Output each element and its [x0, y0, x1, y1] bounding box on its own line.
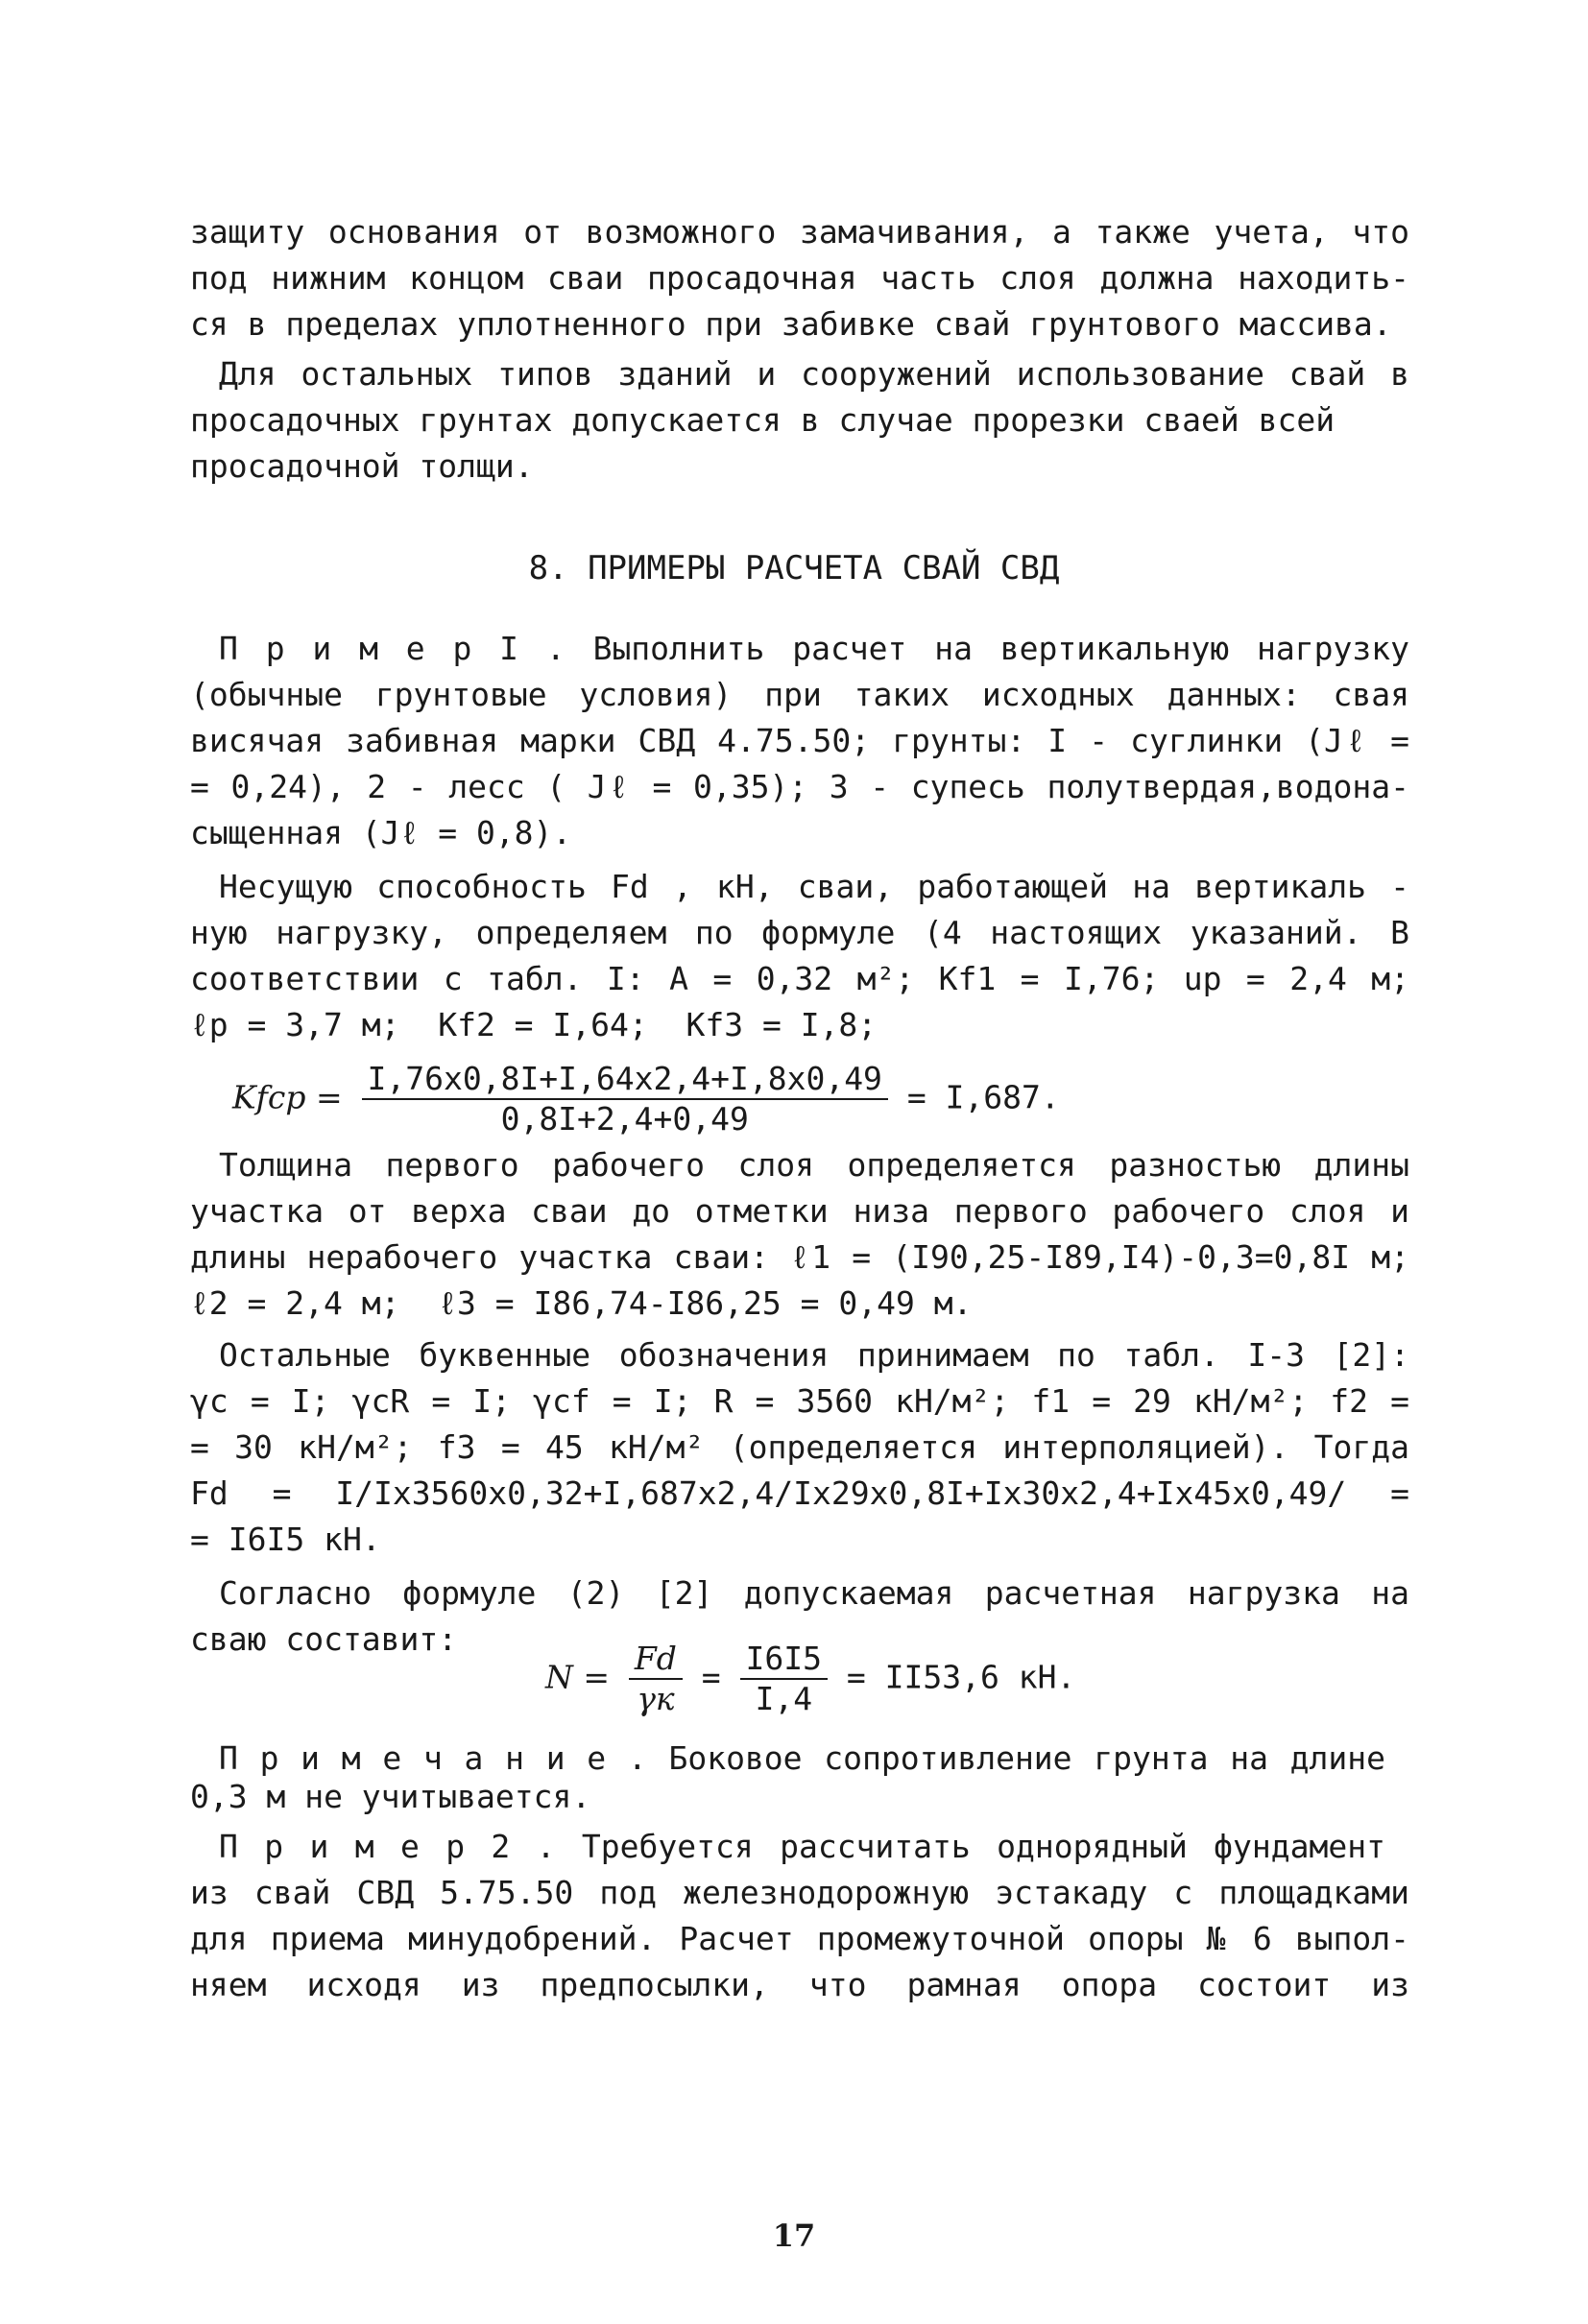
text-line: сыщенная (Jℓ = 0,8). — [190, 814, 572, 851]
formula-equals: = — [701, 1658, 721, 1696]
fraction-numerator: I,76x0,8I+I,64x2,4+I,8x0,49 — [362, 1060, 888, 1100]
text-line: ℓp = 3,7 м; Kf2 = I,64; Kf3 = I,8; — [190, 1006, 878, 1043]
text-line: Для остальных типов зданий и сооружений использование свай в — [219, 355, 1409, 393]
fraction — [740, 1640, 828, 1718]
text-line: Fd = I/Ix3560x0,32+I,687x2,4/Ix29x0,8I+Ix30x2,4+Ix45x0,49/ = — [190, 1474, 1409, 1512]
text-line: ся в пределах уплотненного при забивке свай грунтового массива. — [190, 305, 1392, 343]
text-line: = 30 кН/м²; f3 = 45 кН/м² (определяется интерполяцией). Тогда — [190, 1428, 1409, 1466]
text-line: участка от верха сваи до отметки низа первого рабочего слоя и — [190, 1192, 1409, 1230]
text-line: Толщина первого рабочего слоя определяется разностью длины — [219, 1146, 1409, 1184]
formula-lhs: N = — [545, 1658, 611, 1696]
formula-result: = II53,6 кН. — [846, 1658, 1076, 1696]
fraction — [362, 1060, 888, 1138]
text-line: длины нерабочего участка сваи: ℓ1 = (I90,25-I89,I4)-0,3=0,8I м; — [190, 1238, 1409, 1276]
text-line: П р и м е р 2 . Требуется рассчитать однорядный фундамент — [219, 1828, 1385, 1865]
section-heading: 8. ПРИМЕРЫ РАСЧЕТА СВАЙ СВД — [528, 549, 1060, 587]
text-line: γc = I; γcR = I; γcf = I; R = 3560 кН/м²; f1 = 29 кН/м²; f2 = — [190, 1382, 1409, 1420]
text-line: соответствии с табл. I: A = 0,32 м²; Kf1 = I,76; up = 2,4 м; — [190, 960, 1409, 997]
text-line: висячая забивная марки СВД 4.75.50; грунты: I - суглинки (Jℓ = — [190, 722, 1409, 759]
text-line: = 0,24), 2 - лесс ( Jℓ = 0,35); 3 - супесь полутвердая,водона- — [190, 768, 1409, 805]
text-line: няем исходя из предпосылки, что рамная опора состоит из — [190, 1966, 1409, 2003]
fraction-numerator: I6I5 — [740, 1640, 828, 1680]
fraction — [629, 1640, 683, 1718]
formula-n — [545, 1640, 1075, 1718]
text-line: 0,3 м не учитывается. — [190, 1778, 591, 1815]
text-line: защиту основания от возможного замачивания, а также учета, что — [190, 213, 1409, 251]
text-line: Остальные буквенные обозначения принимаем по табл. I-3 [2]: — [219, 1336, 1409, 1374]
formula-lhs: Kfcp = — [232, 1078, 343, 1116]
fraction-denominator: 0,8I+2,4+0,49 — [500, 1100, 749, 1138]
text-line: П р и м е ч а н и е . Боковое сопротивление грунта на длине — [219, 1739, 1385, 1777]
text-line: под нижним концом сваи просадочная часть слоя должна находить- — [190, 259, 1409, 297]
fraction-denominator: I,4 — [755, 1680, 813, 1717]
formula-kfcp — [232, 1060, 1060, 1138]
page-number: 17 — [772, 2217, 816, 2254]
text-line: просадочной толщи. — [190, 447, 534, 485]
text-line: сваю составит: — [190, 1620, 458, 1658]
text-line: ℓ2 = 2,4 м; ℓ3 = I86,74-I86,25 = 0,49 м. — [190, 1284, 973, 1322]
text-line: Несущую способность Fd , кН, сваи, работающей на вертикаль - — [219, 868, 1409, 905]
text-line: П р и м е р I . Выполнить расчет на вертикальную нагрузку — [219, 630, 1409, 667]
fraction-denominator: γк — [637, 1680, 675, 1717]
text-line: = I6I5 кН. — [190, 1521, 381, 1558]
formula-result: = I,687. — [906, 1078, 1060, 1116]
text-line: (обычные грунтовые условия) при таких исходных данных: свая — [190, 676, 1409, 713]
fraction-numerator: Fd — [629, 1640, 683, 1680]
text-line: ную нагрузку, определяем по формуле (4 настоящих указаний. В — [190, 914, 1409, 951]
text-line: просадочных грунтах допускается в случае прорезки сваей всей — [190, 401, 1335, 439]
text-line: Согласно формуле (2) [2] допускаемая расчетная нагрузка на — [219, 1574, 1409, 1612]
text-line: из свай СВД 5.75.50 под железнодорожную эстакаду с площадками — [190, 1874, 1409, 1911]
text-line: для приема минудобрений. Расчет промежуточной опоры № 6 выпол- — [190, 1920, 1409, 1957]
